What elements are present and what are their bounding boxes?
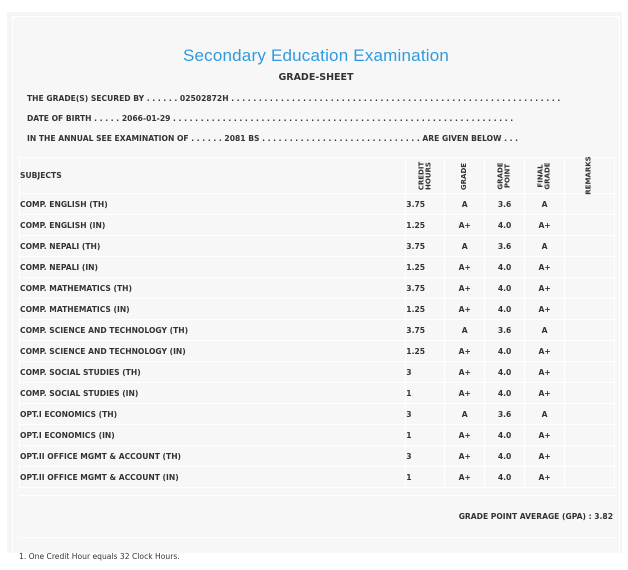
note-row (19, 537, 615, 570)
header-credit-hours-line2: HOURS (424, 161, 433, 190)
header-credit-hours (406, 158, 445, 194)
subject-cell: COMP. NEPALI (TH) (20, 236, 406, 257)
table-row (20, 299, 615, 320)
final-grade-cell: A+ (525, 467, 565, 488)
grade-cell: A+ (445, 278, 485, 299)
grade-cell: A (445, 194, 485, 215)
remarks-cell (565, 278, 615, 299)
subject-cell: COMP. SOCIAL STUDIES (TH) (20, 362, 406, 383)
table-row (20, 425, 615, 446)
subject-cell: COMP. NEPALI (IN) (20, 257, 406, 278)
grade-point-cell: 4.0 (485, 362, 525, 383)
table-row (20, 236, 615, 257)
final-grade-cell: A (525, 404, 565, 425)
remarks-cell (565, 404, 615, 425)
credit-hours-cell: 1.25 (406, 257, 445, 278)
grade-cell: A+ (445, 299, 485, 320)
table-row (20, 215, 615, 236)
grade-point-cell: 4.0 (485, 383, 525, 404)
credit-hours-cell: 3 (406, 362, 445, 383)
credit-hours-cell: 1.25 (406, 215, 445, 236)
secured-by-line: THE GRADE(S) SECURED BY . . . . . . 02502872H . . . . . . . . . . . . . . . . . . . . . . . . . . . . . . . . . . . . . . . . . . . . . . . . . . . . . . . . . . . . (27, 94, 561, 103)
grade-point-cell: 4.0 (485, 425, 525, 446)
grade-point-cell: 4.0 (485, 299, 525, 320)
grade-sheet-panel (7, 12, 622, 561)
header-final-grade-line2: GRADE (543, 161, 552, 190)
header-grade-label: GRADE (460, 162, 469, 191)
credit-hours-cell: 3.75 (406, 320, 445, 341)
subject-cell: COMP. SOCIAL STUDIES (IN) (20, 383, 406, 404)
grade-point-cell: 4.0 (485, 215, 525, 236)
final-grade-cell: A+ (525, 446, 565, 467)
header-remarks-label: REMARKS (585, 156, 594, 195)
final-grade-cell: A+ (525, 257, 565, 278)
grade-cell: A+ (445, 215, 485, 236)
remarks-cell (565, 194, 615, 215)
grades-body (20, 194, 615, 488)
table-row (20, 383, 615, 404)
subject-cell: OPT.II OFFICE MGMT & ACCOUNT (IN) (20, 467, 406, 488)
grade-point-cell: 4.0 (485, 278, 525, 299)
table-row (20, 341, 615, 362)
header-subjects: SUBJECTS (20, 158, 406, 194)
header-grade-point (485, 158, 525, 194)
final-grade-cell: A+ (525, 383, 565, 404)
remarks-cell (565, 362, 615, 383)
credit-hours-cell: 1 (406, 425, 445, 446)
header-credit-hours-line1: CREDIT (417, 161, 426, 190)
grade-cell: A (445, 236, 485, 257)
final-grade-cell: A+ (525, 425, 565, 446)
final-grade-cell: A+ (525, 362, 565, 383)
header-grade-point-line1: GRADE (496, 161, 505, 190)
remarks-cell (565, 215, 615, 236)
final-grade-cell: A+ (525, 278, 565, 299)
grade-point-cell: 3.6 (485, 404, 525, 425)
table-row (20, 467, 615, 488)
table-header-row (20, 158, 615, 194)
credit-hours-cell: 3.75 (406, 236, 445, 257)
remarks-cell (565, 425, 615, 446)
subject-cell: OPT.I ECONOMICS (TH) (20, 404, 406, 425)
remarks-cell (565, 383, 615, 404)
subject-cell: COMP. ENGLISH (IN) (20, 215, 406, 236)
header-grade-point-line2: POINT (503, 163, 512, 188)
table-row (20, 257, 615, 278)
page-subtitle: GRADE-SHEET (278, 72, 354, 83)
credit-hours-cell: 3 (406, 446, 445, 467)
dob-line: DATE OF BIRTH . . . . . 2066-01-29 . . . . . . . . . . . . . . . . . . . . . . . . . . . . . . . . . . . . . . . . . . . . . . . . . . . . . . . . . . . . . . (27, 114, 514, 123)
final-grade-cell: A (525, 194, 565, 215)
credit-hours-cell: 1.25 (406, 299, 445, 320)
final-grade-cell: A+ (525, 215, 565, 236)
subject-cell: OPT.I ECONOMICS (IN) (20, 425, 406, 446)
final-grade-cell: A+ (525, 341, 565, 362)
grade-sheet-inner (12, 16, 620, 561)
grade-cell: A+ (445, 362, 485, 383)
credit-hours-cell: 3.75 (406, 278, 445, 299)
table-row (20, 278, 615, 299)
table-row (20, 194, 615, 215)
subject-cell: COMP. ENGLISH (TH) (20, 194, 406, 215)
page-title: Secondary Education Examination (182, 46, 450, 65)
table-row (20, 320, 615, 341)
subject-cell: COMP. MATHEMATICS (IN) (20, 299, 406, 320)
grade-cell: A+ (445, 467, 485, 488)
subject-cell: COMP. SCIENCE AND TECHNOLOGY (TH) (20, 320, 406, 341)
remarks-cell (565, 236, 615, 257)
credit-hours-cell: 1 (406, 467, 445, 488)
grade-point-cell: 3.6 (485, 194, 525, 215)
credit-hours-cell: 3.75 (406, 194, 445, 215)
header-final-grade-line1: FINAL (536, 163, 545, 188)
grade-point-cell: 4.0 (485, 257, 525, 278)
grade-cell: A (445, 320, 485, 341)
credit-hour-note: 1. One Credit Hour equals 32 Clock Hours. (19, 552, 180, 561)
grade-point-cell: 3.6 (485, 320, 525, 341)
gpa-row (19, 495, 615, 537)
grade-cell: A+ (445, 383, 485, 404)
table-row (20, 404, 615, 425)
remarks-cell (565, 467, 615, 488)
grade-point-cell: 4.0 (485, 341, 525, 362)
header-final-grade (525, 158, 565, 194)
grade-cell: A+ (445, 446, 485, 467)
grade-cell: A (445, 404, 485, 425)
remarks-cell (565, 320, 615, 341)
table-row (20, 446, 615, 467)
grade-point-cell: 3.6 (485, 236, 525, 257)
grade-point-cell: 4.0 (485, 467, 525, 488)
grade-cell: A+ (445, 425, 485, 446)
final-grade-cell: A+ (525, 299, 565, 320)
subject-cell: COMP. SCIENCE AND TECHNOLOGY (IN) (20, 341, 406, 362)
grade-cell: A+ (445, 257, 485, 278)
credit-hours-cell: 1 (406, 383, 445, 404)
grade-point-cell: 4.0 (485, 446, 525, 467)
subject-cell: COMP. MATHEMATICS (TH) (20, 278, 406, 299)
table-row (20, 362, 615, 383)
final-grade-cell: A (525, 320, 565, 341)
exam-line: IN THE ANNUAL SEE EXAMINATION OF . . . . . . 2081 BS . . . . . . . . . . . . . . . . . . . . . . . . . . . . . ARE GIVEN BELOW . . . (27, 134, 519, 143)
header-remarks (565, 158, 615, 194)
remarks-cell (565, 341, 615, 362)
grades-table (19, 157, 615, 488)
credit-hours-cell: 1.25 (406, 341, 445, 362)
credit-hours-cell: 3 (406, 404, 445, 425)
remarks-cell (565, 299, 615, 320)
grade-cell: A+ (445, 341, 485, 362)
remarks-cell (565, 257, 615, 278)
gpa-value: GRADE POINT AVERAGE (GPA) : 3.82 (458, 512, 613, 521)
header-grade (445, 158, 485, 194)
final-grade-cell: A (525, 236, 565, 257)
remarks-cell (565, 446, 615, 467)
subject-cell: OPT.II OFFICE MGMT & ACCOUNT (TH) (20, 446, 406, 467)
